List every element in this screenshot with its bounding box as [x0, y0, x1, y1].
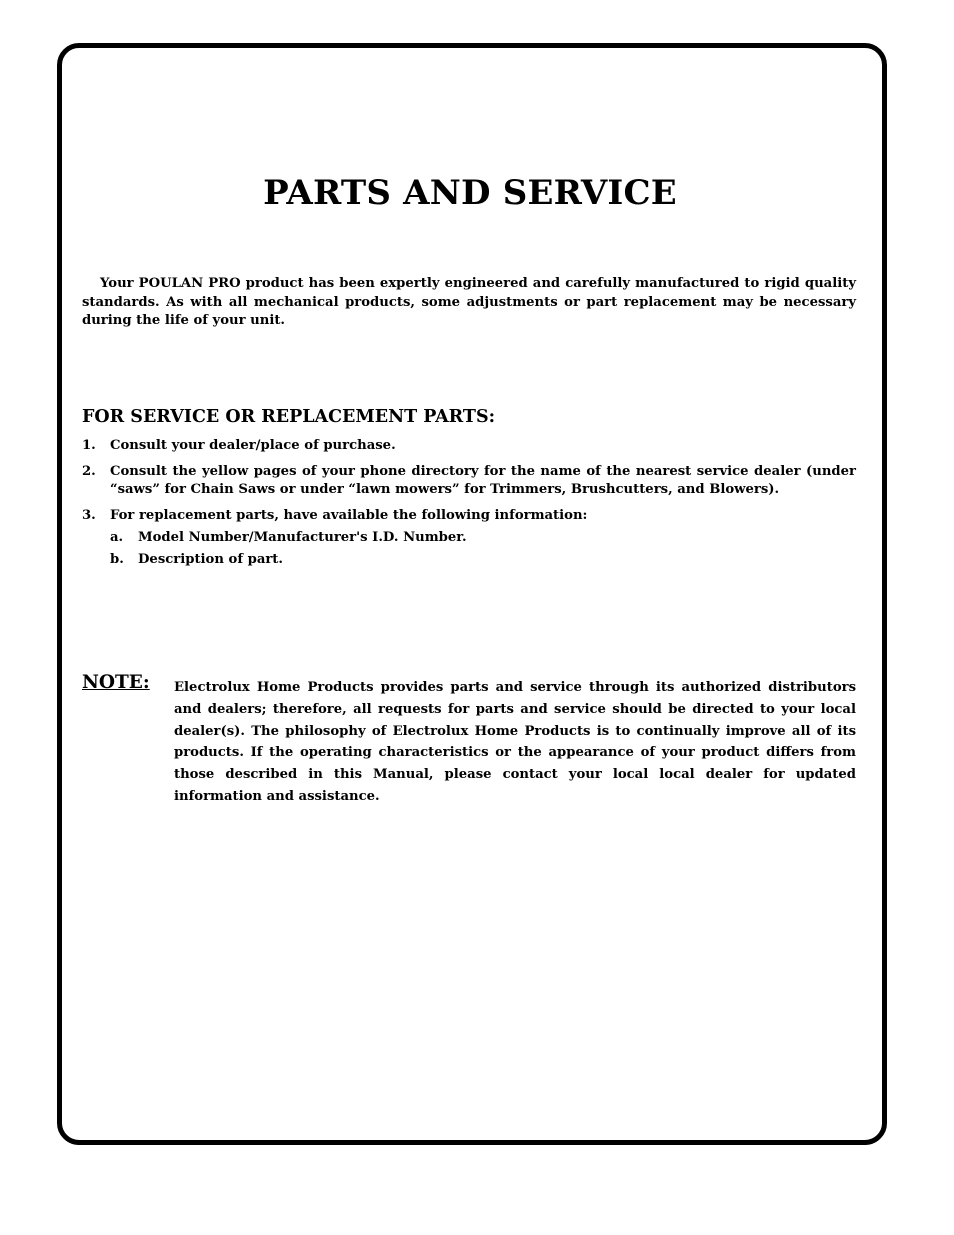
- list-item-number: 1.: [82, 438, 96, 453]
- list-item: [82, 463, 856, 499]
- required-info-sublist: [110, 529, 856, 569]
- sublist-item-letter: b.: [110, 552, 124, 567]
- note-text: Electrolux Home Products provides parts and service through its authorized distributors and dealers; therefore, all requests for parts and service should be directed to your local dealer(s). The philosophy of Electrolux Home Products is to continually improve all of its products. If the operating characteristics or the appearance of your product differs from those described in this Manual, please contact your local local dealer for updated information and assistance.: [174, 680, 856, 804]
- list-item: [82, 437, 856, 455]
- page-title: PARTS AND SERVICE: [263, 173, 677, 213]
- sublist-item: [110, 529, 856, 547]
- list-item-number: 3.: [82, 508, 96, 523]
- list-item-text: Consult your dealer/place of purchase.: [110, 438, 396, 453]
- list-item-text: For replacement parts, have available the following information:: [110, 508, 588, 523]
- sublist-item: [110, 551, 856, 569]
- list-item-number: 2.: [82, 464, 96, 479]
- sublist-item-text: Description of part.: [138, 552, 283, 567]
- section-heading: FOR SERVICE OR REPLACEMENT PARTS:: [82, 407, 496, 427]
- note-label: NOTE:: [82, 672, 150, 693]
- list-item-text: Consult the yellow pages of your phone directory for the name of the nearest service dealer (under “saws” for Chain Saws or under “lawn mowers” for Trimmers, Brushcutters, and Blowers).: [110, 464, 856, 497]
- sublist-item-letter: a.: [110, 530, 124, 545]
- service-steps-list: [82, 437, 856, 577]
- sublist-item-text: Model Number/Manufacturer's I.D. Number.: [138, 530, 467, 545]
- intro-paragraph: Your POULAN PRO product has been expertly engineered and carefully manufactured to rigid quality standards. As with all mechanical products, some adjustments or part replacement may be necessary during the life of your unit.: [82, 276, 856, 328]
- list-item: [82, 507, 856, 569]
